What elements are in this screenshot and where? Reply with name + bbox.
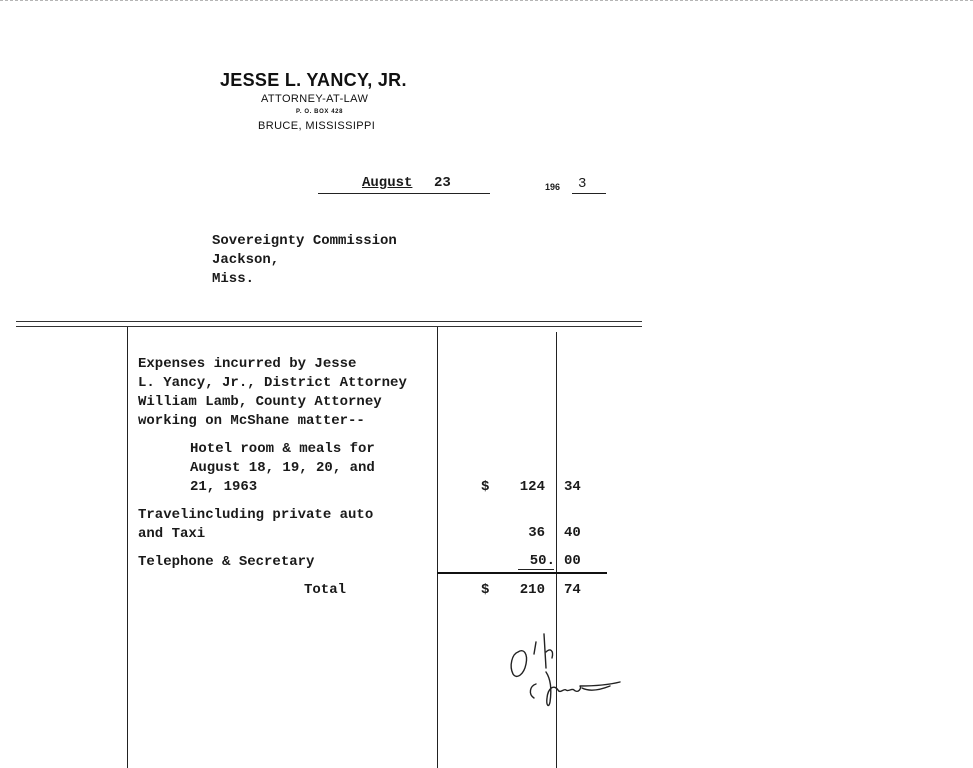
item-travel-cents: 40: [564, 525, 581, 541]
addressee-line-2: Jackson,: [212, 252, 280, 268]
addressee-line-3: Miss.: [212, 271, 255, 287]
total-rule: [437, 572, 607, 574]
page-top-edge: [0, 0, 973, 1]
total-dollars: 210: [519, 582, 545, 598]
letterhead-title: ATTORNEY-AT-LAW: [261, 93, 369, 105]
telephone-amount-underline: [518, 569, 554, 570]
date-underline: [318, 193, 490, 194]
item-travel-line-1: Travelincluding private auto: [138, 507, 374, 523]
handwritten-approval-signature: [500, 628, 630, 708]
item-telephone-dollars: 50.: [529, 553, 555, 569]
item-telephone-line-1: Telephone & Secretary: [138, 554, 315, 570]
date-day: 23: [434, 175, 451, 191]
item-travel-line-2: and Taxi: [138, 526, 206, 542]
left-margin-line: [127, 327, 128, 768]
item-travel-dollars: 36: [528, 525, 545, 541]
table-top-rule: [16, 321, 642, 322]
date-year-prefix: 196: [545, 182, 561, 192]
item-telephone-cents: 00: [564, 553, 581, 569]
date-month: August: [362, 175, 413, 191]
item-hotel-currency: $: [481, 479, 490, 495]
total-label: Total: [304, 582, 347, 598]
item-hotel-line-3: 21, 1963: [190, 479, 258, 495]
description-line-3: William Lamb, County Attorney: [138, 394, 382, 410]
table-top-rule-2: [16, 326, 642, 327]
total-cents: 74: [564, 582, 581, 598]
year-underline: [572, 193, 606, 194]
total-currency: $: [481, 582, 490, 598]
letterhead-name: JESSE L. YANCY, JR.: [220, 70, 407, 90]
addressee-line-1: Sovereignty Commission: [212, 233, 397, 249]
item-hotel-line-2: August 18, 19, 20, and: [190, 460, 375, 476]
item-hotel-dollars: 124: [519, 479, 545, 495]
item-hotel-line-1: Hotel room & meals for: [190, 441, 375, 457]
description-line-1: Expenses incurred by Jesse: [138, 356, 357, 372]
letterhead-po-box: P. O. BOX 428: [296, 109, 344, 115]
description-line-2: L. Yancy, Jr., District Attorney: [138, 375, 407, 391]
letterhead-city: BRUCE, MISSISSIPPI: [258, 120, 376, 132]
amount-column-line: [437, 327, 438, 768]
item-hotel-cents: 34: [564, 479, 581, 495]
date-year-suffix: 3: [578, 176, 587, 192]
description-line-4: working on McShane matter--: [138, 413, 365, 429]
